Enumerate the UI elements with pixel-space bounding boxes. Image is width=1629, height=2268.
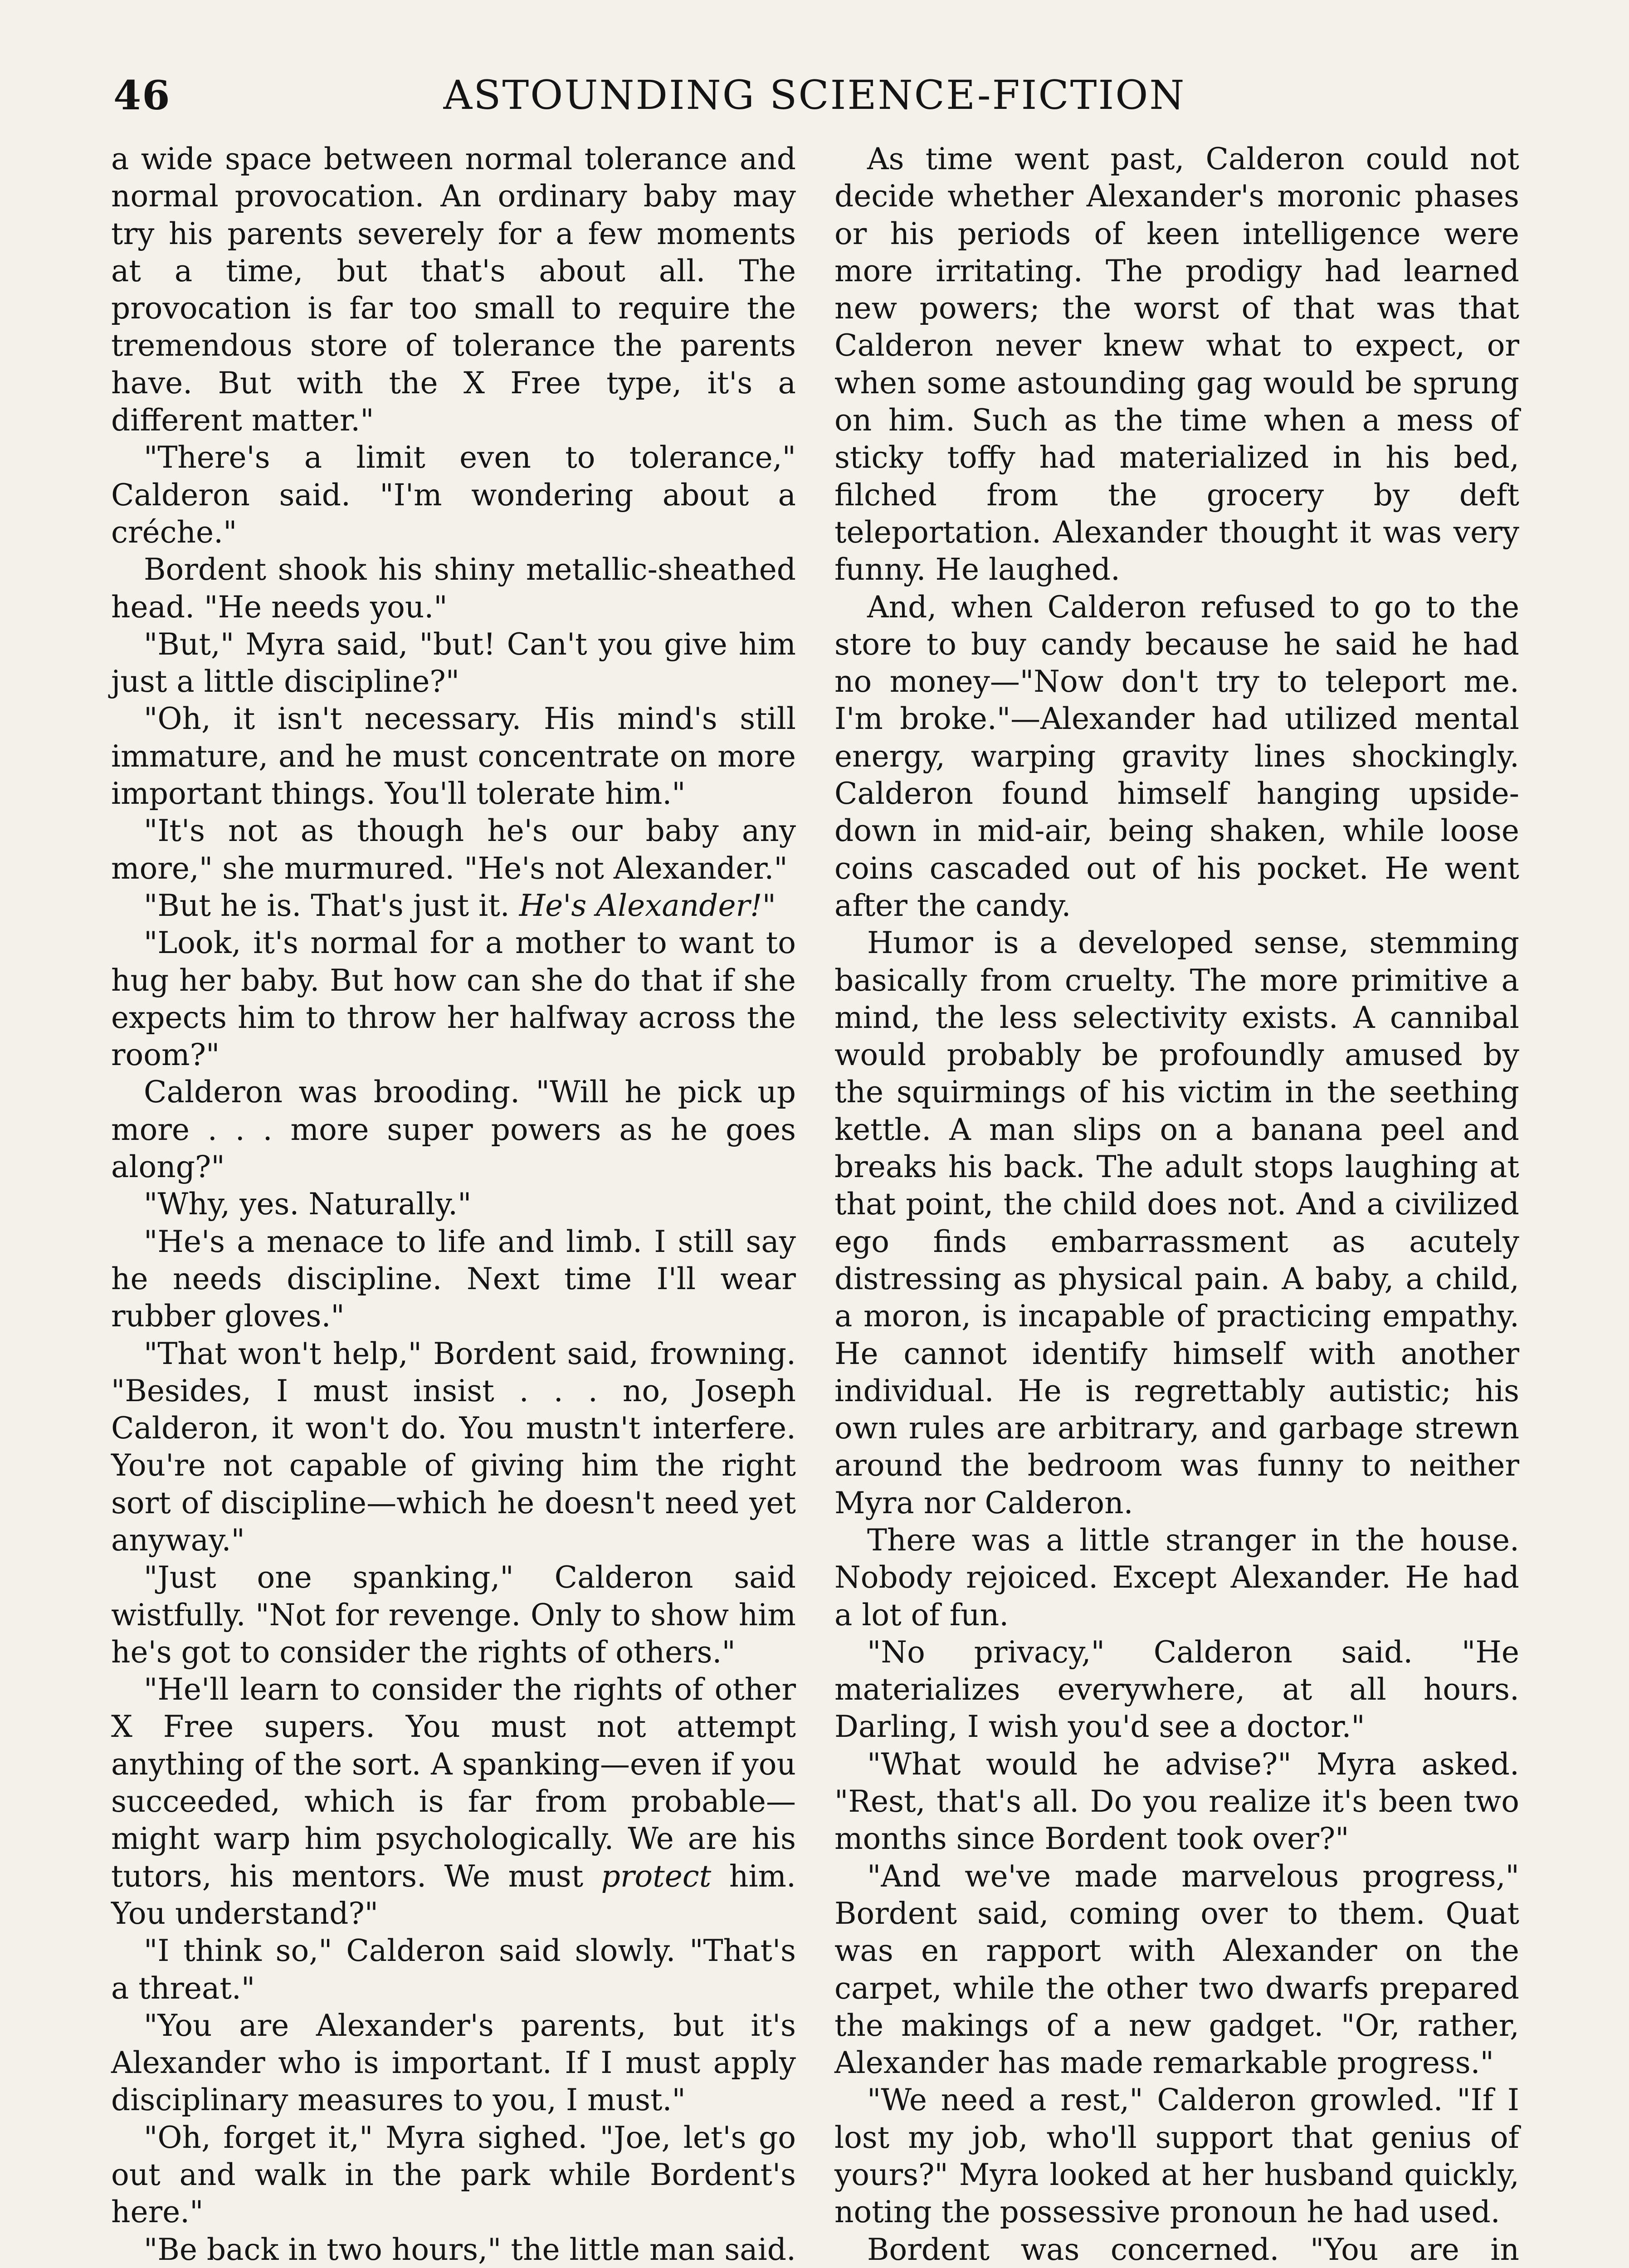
paragraph: "That won't help," Bordent said, frowning. "Besides, I must insist . . . no, Joseph Calderon, it won't do. You mustn't interfere. You're not capable of giving him the right sort of discipline—which he doesn't need yet anyway." [111, 1336, 796, 1558]
paragraph: "He'll learn to consider the rights of other X Free supers. You must not attempt anything of the sort. A spanking—even if you succeeded, which is far from probable—might warp him psychologically. We are his tutors, his mentors. We must protect him. You understand?" [111, 1672, 796, 1931]
paragraph: "What would he advise?" Myra asked. "Rest, that's all. Do you realize it's been two months since Bordent took over?" [834, 1746, 1519, 1857]
paragraph: a wide space between normal tolerance and normal provocation. An ordinary baby may try his parents severely for a few moments at a time, but that's about all. The provocation is far too small to require the tremendous store of tolerance the parents have. But with the X Free type, it's a different matter." [111, 142, 796, 438]
paragraph: "And we've made marvelous progress," Bordent said, coming over to them. Quat was en rapport with Alexander on the carpet, while the other two dwarfs prepared the makings of a new gadget. "Or, rather, Alexander has made remarkable progress." [834, 1858, 1519, 2081]
page-number: 46 [113, 72, 171, 119]
paragraph: Calderon was brooding. "Will he pick up more . . . more super powers as he goes along?" [111, 1075, 796, 1185]
paragraph: "It's not as though he's our baby any more," she murmured. "He's not Alexander." [111, 813, 796, 886]
paragraph: "We need a rest," Calderon growled. "If I lost my job, who'll support that genius of yours?" Myra looked at her husband quickly, noting the possessive pronoun he had used. [834, 2082, 1519, 2230]
paragraph: "Look, it's normal for a mother to want to hug her baby. But how can she do that if she expects him to throw her halfway across the room?" [111, 925, 796, 1073]
paragraph: "Be back in two hours," the little man said. [144, 2232, 796, 2267]
paragraph: Humor is a developed sense, stemming basically from cruelty. The more primitive a mind, the less selectivity exists. A cannibal would probably be profoundly amused by the squirmings of his victim in the seething kettle. A man slips on a banana peel and breaks his back. The adult stops laughing at that point, the child does not. And a civilized ego finds embarrassment as acutely distressing as physical pain. A baby, a child, a moron, is incapable of practicing empathy. He cannot identify himself with another individual. He is regrettably autistic; his own rules are arbitrary, and garbage strewn around the bedroom was funny to neither Myra nor Calderon. [834, 925, 1519, 1520]
paragraph: "But he is. That's just it. He's Alexander!" [144, 888, 776, 923]
paragraph: And, when Calderon refused to go to the store to buy candy because he said he had no money—"Now don't try to teleport me. I'm broke."—Alexander had utilized mental energy, warping gravity lines shockingly. Calderon found himself hanging upside-down in mid-air, being shaken, while loose coins cascaded out of his pocket. He went after the candy. [834, 589, 1519, 923]
paragraph: "Why, yes. Naturally." [144, 1187, 472, 1222]
paragraph: "Just one spanking," Calderon said wistfully. "Not for revenge. Only to show him he's got to consider the rights of others." [111, 1560, 796, 1670]
paragraph: As time went past, Calderon could not decide whether Alexander's moronic phases or his periods of keen intelligence were more irritating. The prodigy had learned new powers; the worst of that was that Calderon never knew what to expect, or when some astounding gag would be sprung on him. Such as the time when a mess of sticky toffy had materialized in his bed, filched from the grocery by deft teleportation. Alexander thought it was very funny. He laughed. [834, 142, 1519, 587]
paragraph: Bordent shook his shiny metallic-sheathed head. "He needs you." [111, 552, 796, 625]
paragraph: "There's a limit even to tolerance," Calderon said. "I'm wondering about a créche." [111, 440, 796, 550]
paragraph: "Oh, forget it," Myra sighed. "Joe, let's go out and walk in the park while Bordent's here." [111, 2120, 796, 2230]
right-column [834, 141, 1519, 2268]
paragraph: There was a little stranger in the house. Nobody rejoiced. Except Alexander. He had a lot of fun. [834, 1522, 1519, 1633]
left-column [111, 141, 796, 2268]
paragraph: "I think so," Calderon said slowly. "That's a threat." [111, 1933, 796, 2006]
paragraph: "But," Myra said, "but! Can't you give him just a little discipline?" [111, 626, 796, 699]
paragraph: "No privacy," Calderon said. "He materializes everywhere, at all hours. Darling, I wish you'd see a doctor." [834, 1634, 1519, 1745]
paragraph: "You are Alexander's parents, but it's Alexander who is important. If I must apply disciplinary measures to you, I must." [111, 2008, 796, 2118]
running-title: ASTOUNDING SCIENCE-FICTION [443, 72, 1186, 118]
paragraph: Bordent was concerned. "You are in [867, 2232, 1519, 2267]
paragraph: "Oh, it isn't necessary. His mind's still immature, and he must concentrate on more important things. You'll tolerate him." [111, 701, 796, 811]
paragraph: "He's a menace to life and limb. I still say he needs discipline. Next time I'll wear rubber gloves." [111, 1224, 796, 1334]
page-header [0, 68, 1629, 132]
